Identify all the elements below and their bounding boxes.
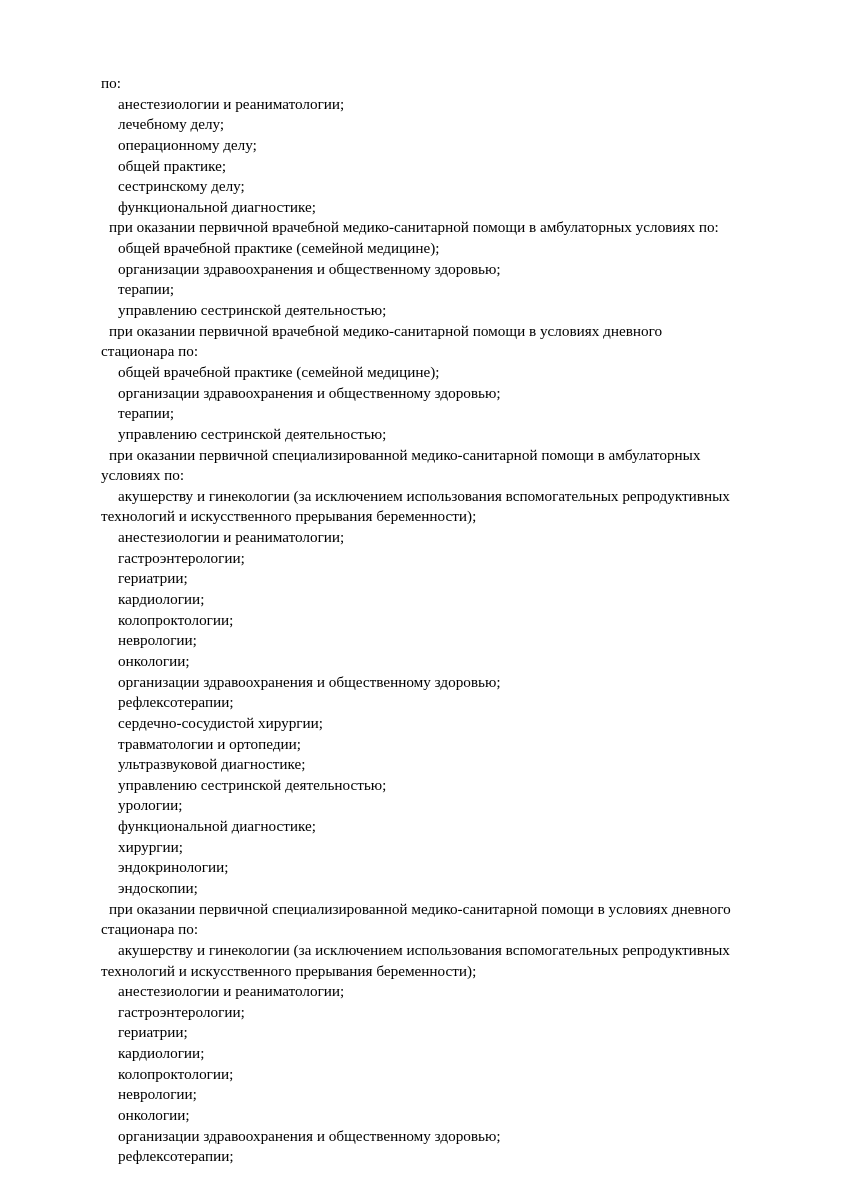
document-line: функциональной диагностике; (118, 818, 316, 836)
document-line: анестезиологии и реаниматологии; (118, 529, 345, 547)
document-line: по: (101, 75, 121, 92)
document-line: хирургии; (118, 838, 184, 856)
document-line: анестезиологии и реаниматологии; (118, 983, 345, 1001)
document-line: рефлексотерапии; (118, 1148, 234, 1166)
document-line: лечебному делу; (118, 116, 225, 134)
document-line: колопроктологии; (118, 1065, 234, 1083)
document-line: анестезиологии и реаниматологии; (118, 95, 345, 113)
document-line: стационара по: (101, 343, 199, 361)
document-line: эндоскопии; (118, 879, 198, 897)
document-line: терапии; (118, 405, 175, 423)
document-line: гериатрии; (118, 570, 188, 588)
document-line: сестринскому делу; (118, 178, 245, 196)
document-line: общей практике; (118, 157, 227, 175)
document-line: гастроэнтерологии; (118, 549, 245, 567)
document-line: при оказании первичной специализированной медико-санитарной помощи в условиях дневного (109, 900, 731, 918)
document-line: неврологии; (118, 1086, 197, 1104)
document-line: гериатрии; (118, 1024, 188, 1042)
document-line: сердечно-сосудистой хирургии; (118, 714, 324, 732)
document-line: терапии; (118, 281, 175, 299)
document-line: операционному делу; (118, 136, 257, 154)
document-line: онкологии; (118, 1107, 190, 1125)
document-line: при оказании первичной врачебной медико-санитарной помощи в амбулаторных условиях по: (109, 219, 719, 237)
document-line: при оказании первичной специализированной медико-санитарной помощи в амбулаторных (109, 446, 701, 464)
document-line: кардиологии; (118, 591, 205, 609)
document-line: общей врачебной практике (семейной медицине); (118, 240, 440, 258)
document-line: технологий и искусственного прерывания беременности); (101, 962, 477, 980)
document-line: ультразвуковой диагностике; (118, 756, 306, 774)
document-line: неврологии; (118, 632, 197, 650)
document-line: акушерству и гинекологии (за исключением использования вспомогательных репродуктивных (118, 941, 730, 959)
document-line: технологий и искусственного прерывания беременности); (101, 508, 477, 526)
document-body (101, 74, 821, 1168)
document-line: кардиологии; (118, 1045, 205, 1063)
document-line: организации здравоохранения и общественному здоровью; (118, 1127, 501, 1145)
document-line: условиях по: (101, 467, 185, 485)
document-line: стационара по: (101, 921, 199, 939)
document-line: онкологии; (118, 652, 190, 670)
document-line: эндокринологии; (118, 859, 229, 877)
document-line: управлению сестринской деятельностью; (118, 425, 387, 443)
document-line: организации здравоохранения и общественному здоровью; (118, 673, 501, 691)
document-line: функциональной диагностике; (118, 198, 316, 216)
document-line: урологии; (118, 797, 183, 815)
document-line: организации здравоохранения и общественному здоровью; (118, 384, 501, 402)
document-line: колопроктологии; (118, 611, 234, 629)
document-line: организации здравоохранения и общественному здоровью; (118, 260, 501, 278)
document-line: управлению сестринской деятельностью; (118, 776, 387, 794)
document-line: травматологии и ортопедии; (118, 735, 302, 753)
document-line: акушерству и гинекологии (за исключением использования вспомогательных репродуктивных (118, 487, 730, 505)
document-line: управлению сестринской деятельностью; (118, 302, 387, 320)
document-line: при оказании первичной врачебной медико-санитарной помощи в условиях дневного (109, 322, 663, 340)
document-line: гастроэнтерологии; (118, 1003, 245, 1021)
document-line: общей врачебной практике (семейной медицине); (118, 363, 440, 381)
document-line: рефлексотерапии; (118, 694, 234, 712)
